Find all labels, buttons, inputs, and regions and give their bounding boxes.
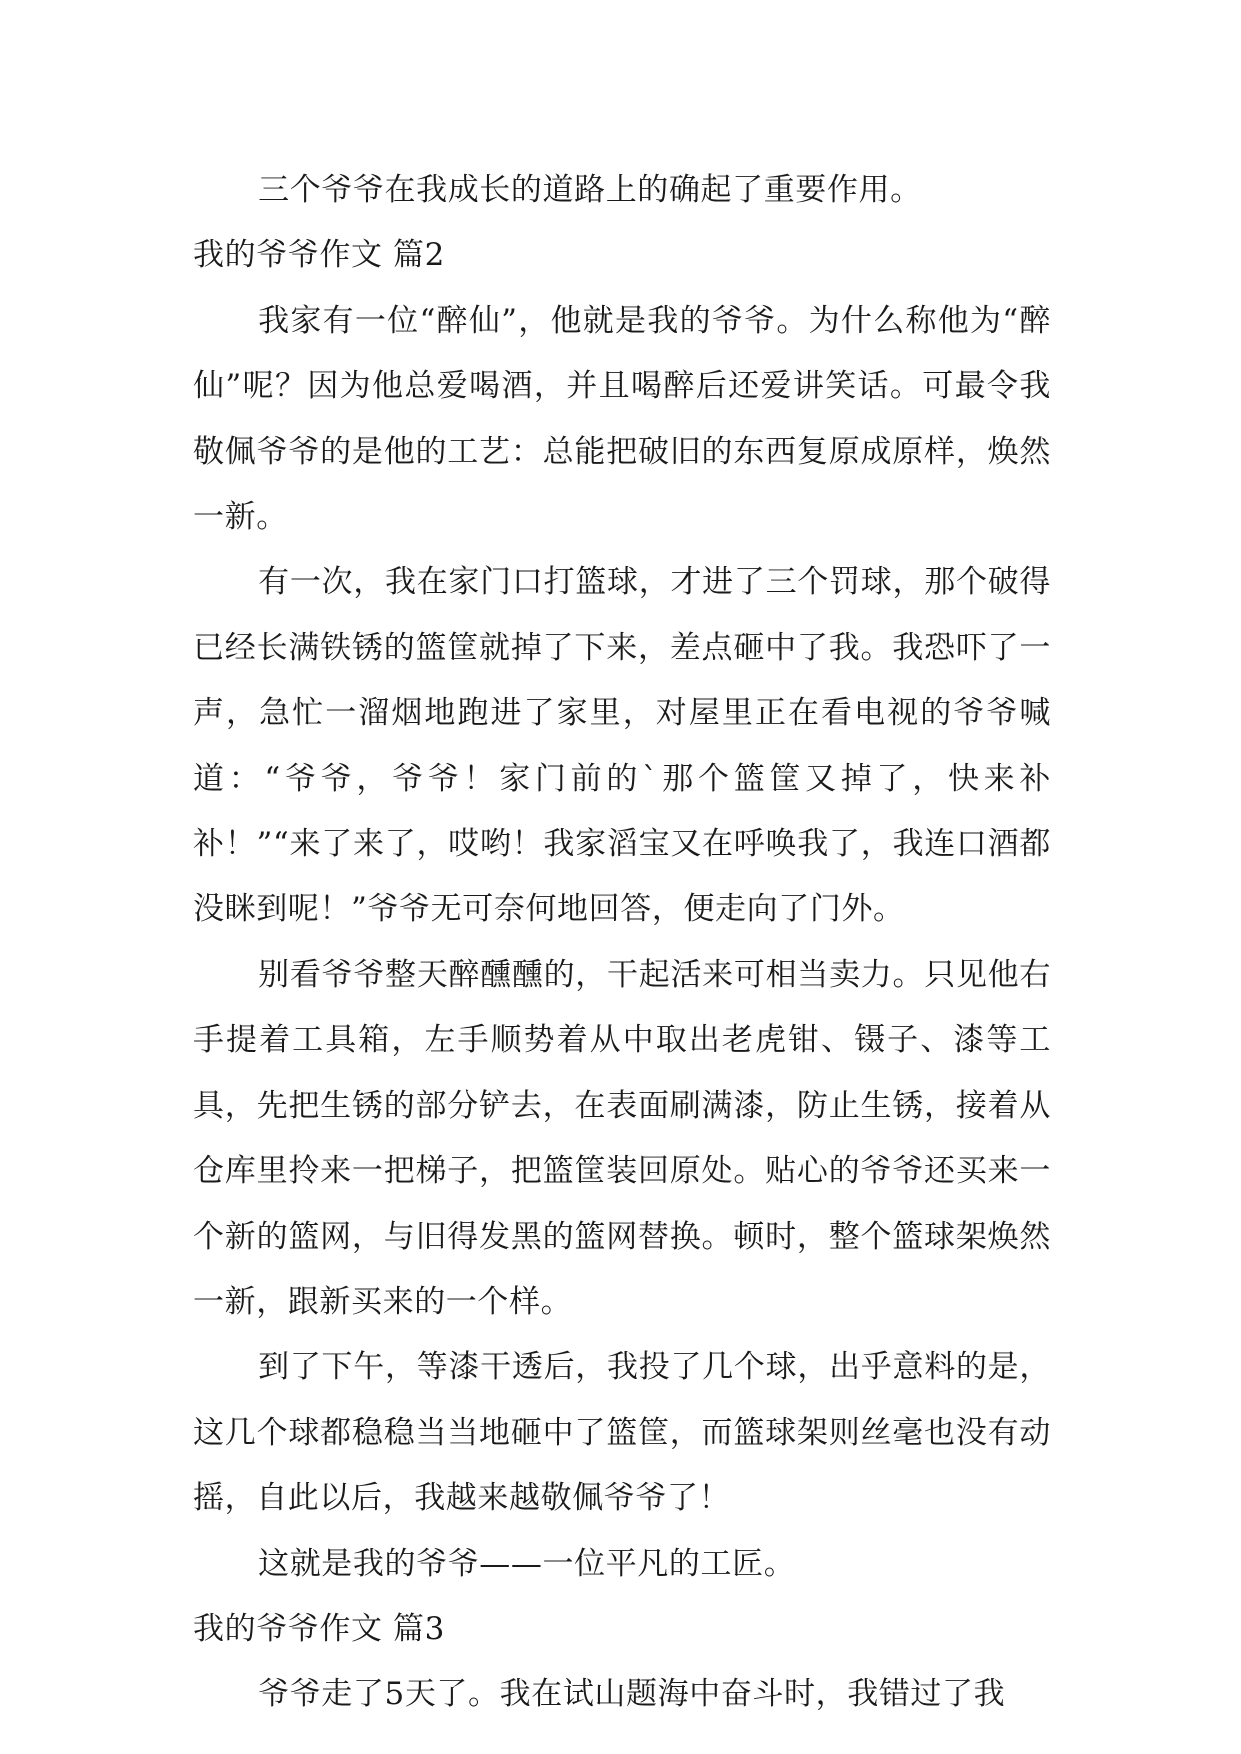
essay-2-heading: 我的爷爷作文 篇2 xyxy=(193,237,445,274)
essay-2-paragraph-5: 这就是我的爷爷——一位平凡的工匠。 xyxy=(258,1545,796,1582)
essay-3-heading: 我的爷爷作文 篇3 xyxy=(193,1610,445,1647)
essay-body xyxy=(193,158,1051,1728)
essay-2-paragraph-4: 到了下午，等漆干透后，我投了几个球，出乎意料的是，这几个球都稳稳当当地砸中了篮筐，而篮球架则丝毫也没有动摇，自此以后，我越来越敬佩爷爷了！ xyxy=(193,1349,1051,1517)
essay-2-paragraph-1: 我家有一位“醉仙”，他就是我的爷爷。为什么称他为“醉仙”呢？因为他总爱喝酒，并且喝醉后还爱讲笑话。可最令我敬佩爷爷的是他的工艺：总能把破旧的东西复原成原样，焕然一新。 xyxy=(193,302,1051,536)
essay-3-paragraph-1: 爷爷走了5天了。我在试山题海中奋斗时，我错过了我 xyxy=(258,1676,1006,1713)
essay-2-paragraph-3: 别看爷爷整天醉醺醺的，干起活来可相当卖力。只见他右手提着工具箱，左手顺势着从中取出老虎钳、镊子、漆等工具，先把生锈的部分铲去，在表面刷满漆，防止生锈，接着从仓库里拎来一把梯子，把篮筐装回原处。贴心的爷爷还买来一个新的篮网，与旧得发黑的篮网替换。顿时，整个篮球架焕然一新，跟新买来的一个样。 xyxy=(193,956,1051,1320)
closing-paragraph-essay-1: 三个爷爷在我成长的道路上的确起了重要作用。 xyxy=(258,172,922,208)
essay-2-paragraph-2: 有一次，我在家门口打篮球，才进了三个罚球，那个破得已经长满铁锈的篮筐就掉了下来，差点砸中了我。我恐吓了一声，急忙一溜烟地跑进了家里，对屋里正在看电视的爷爷喊道：“爷爷，爷爷！家门前的`那个篮筐又掉了，快来补补！”“来了来了，哎哟！我家滔宝又在呼唤我了，我连口酒都没眯到呢！”爷爷无可奈何地回答，便走向了门外。 xyxy=(193,564,1051,928)
